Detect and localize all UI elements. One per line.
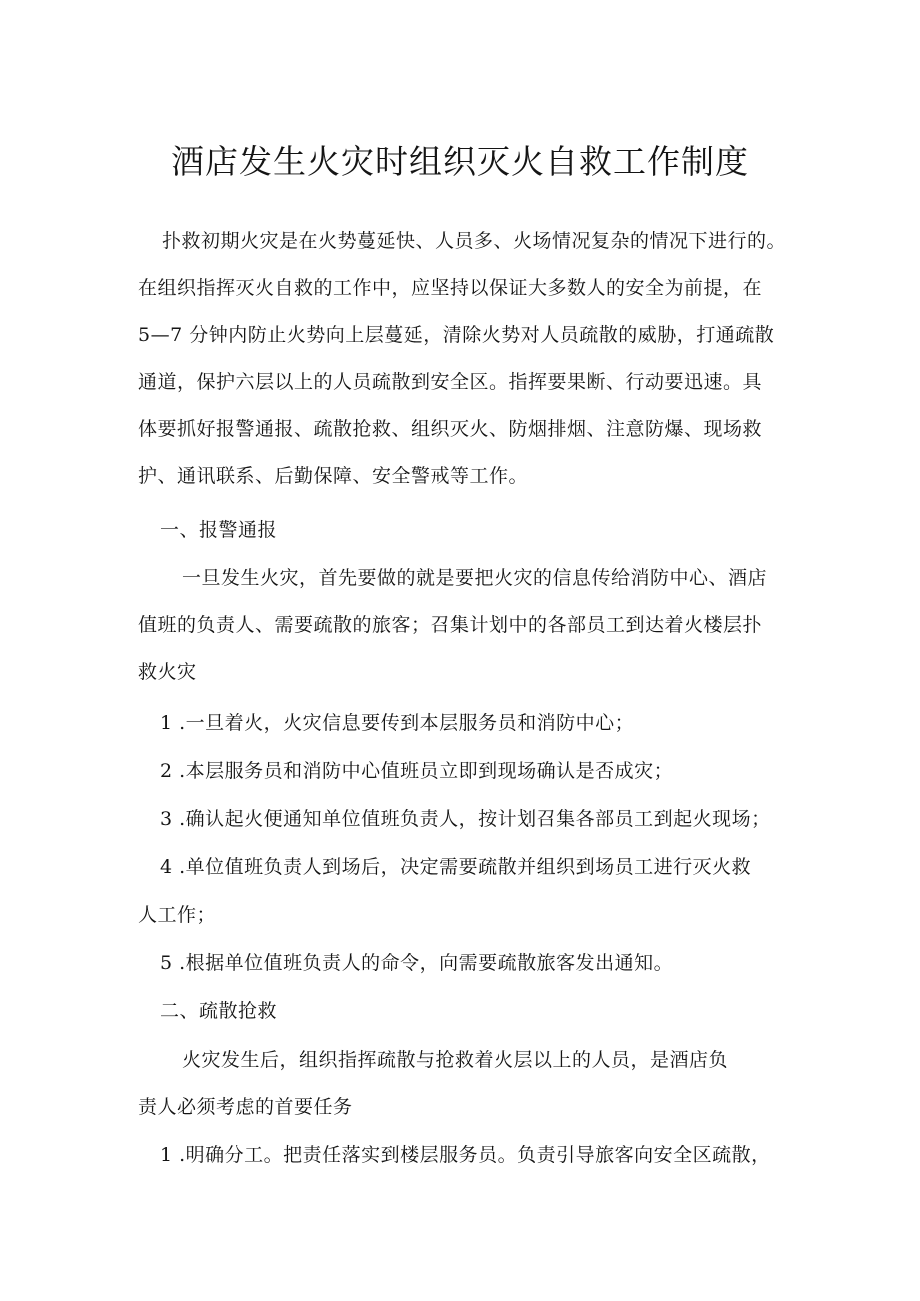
paragraph-line: 火灾发生后，组织指挥疏散与抢救着火层以上的人员，是酒店负	[182, 1049, 729, 1071]
list-item: 2 .本层服务员和消防中心值班员立即到现场确认是否成灾；	[160, 760, 674, 782]
paragraph-line: 通道，保护六层以上的人员疏散到安全区。指挥要果断、行动要迅速。具	[138, 371, 763, 393]
list-item: 1 .明确分工。把责任落实到楼层服务员。负责引导旅客向安全区疏散，	[160, 1144, 771, 1166]
paragraph-line: 责人必须考虑的首要任务	[138, 1096, 353, 1118]
list-item: 1 .一旦着火，火灾信息要传到本层服务员和消防中心；	[160, 712, 635, 734]
list-item: 3 .确认起火便通知单位值班负责人，按计划召集各部员工到起火现场；	[160, 808, 771, 830]
paragraph-line: 救火灾	[138, 661, 197, 683]
list-item: 4 .单位值班负责人到场后，决定需要疏散并组织到场员工进行灭火救	[160, 856, 752, 878]
paragraph-line: 值班的负责人、需要疏散的旅客；召集计划中的各部员工到达着火楼层扑	[138, 614, 763, 636]
list-item-continuation: 人工作；	[138, 904, 217, 926]
paragraph-line: 在组织指挥灭火自救的工作中，应坚持以保证大多数人的安全为前提，在	[138, 277, 763, 299]
section-heading: 二、疏散抢救	[160, 1000, 278, 1022]
list-item: 5 .根据单位值班负责人的命令，向需要疏散旅客发出通知。	[160, 952, 674, 974]
paragraph-line: 护、通讯联系、后勤保障、安全警戒等工作。	[138, 465, 529, 487]
section-heading: 一、报警通报	[160, 519, 278, 541]
paragraph-line: 5—7 分钟内防止火势向上层蔓延，清除火势对人员疏散的威胁，打通疏散	[138, 324, 775, 346]
paragraph-line: 体要抓好报警通报、疏散抢救、组织灭火、防烟排烟、注意防爆、现场救	[138, 418, 763, 440]
paragraph-line: 一旦发生火灾，首先要做的就是要把火灾的信息传给消防中心、酒店	[182, 567, 768, 589]
paragraph-line: 扑救初期火灾是在火势蔓延快、人员多、火场情况复杂的情况下进行的。	[162, 230, 787, 252]
document-title: 酒店发生火灾时组织灭火自救工作制度	[171, 142, 749, 181]
